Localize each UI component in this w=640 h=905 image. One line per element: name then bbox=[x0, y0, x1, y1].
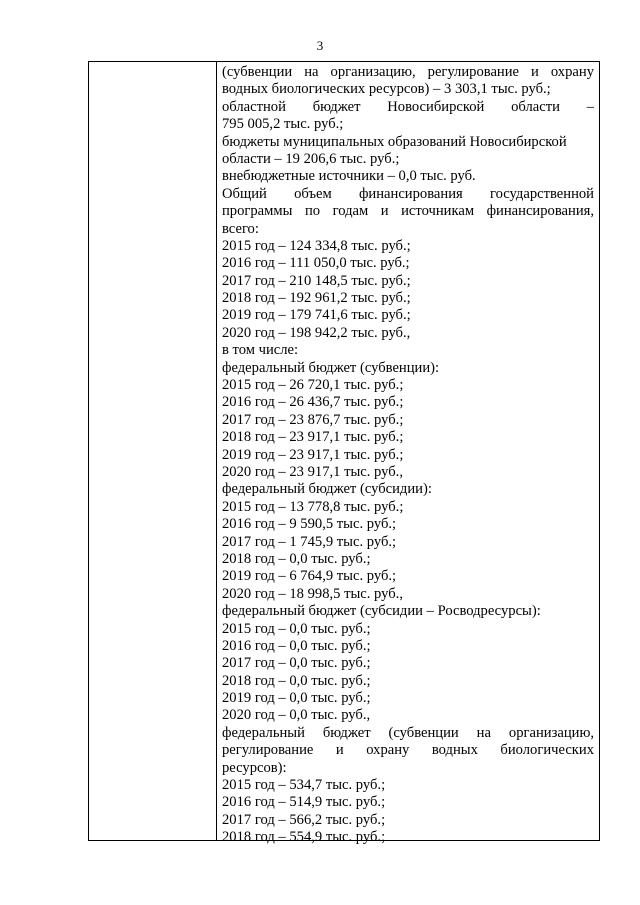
text-line: (субвенции на организацию, регулирование и охрану bbox=[222, 64, 594, 80]
text-line: области – 19 206,6 тыс. руб.; bbox=[222, 150, 400, 167]
text-line: 2017 год – 210 148,5 тыс. руб.; bbox=[222, 272, 411, 289]
text-line: 2015 год – 534,7 тыс. руб.; bbox=[222, 777, 386, 794]
text-line: программы по годам и источникам финансирования, bbox=[222, 203, 594, 220]
text-line: 2020 год – 198 942,2 тыс. руб., bbox=[222, 324, 411, 341]
text-line: 795 005,2 тыс. руб.; bbox=[222, 116, 344, 133]
text-line: Общий объем финансирования государственной bbox=[222, 185, 594, 202]
text-line: федеральный бюджет (субвенции): bbox=[222, 359, 440, 376]
text-line: 2016 год – 0,0 тыс. руб.; bbox=[222, 637, 371, 654]
text-line: 2017 год – 23 876,7 тыс. руб.; bbox=[222, 411, 404, 428]
text-line: 2016 год – 111 050,0 тыс. руб.; bbox=[222, 255, 410, 272]
financing-text-cell bbox=[222, 64, 594, 847]
text-line: 2018 год – 192 961,2 тыс. руб.; bbox=[222, 290, 411, 307]
text-line: в том числе: bbox=[222, 342, 299, 359]
text-line: 2020 год – 18 998,5 тыс. руб., bbox=[222, 585, 403, 602]
text-line: 2017 год – 1 745,9 тыс. руб.; bbox=[222, 533, 397, 550]
text-line: 2015 год – 124 334,8 тыс. руб.; bbox=[222, 237, 411, 254]
text-line: 2018 год – 23 917,1 тыс. руб.; bbox=[222, 429, 404, 446]
text-line: областной бюджет Новосибирской области – bbox=[222, 98, 594, 115]
text-line: 2016 год – 26 436,7 тыс. руб.; bbox=[222, 394, 404, 411]
text-line: федеральный бюджет (субсидии – Росводресурсы): bbox=[222, 603, 541, 620]
text-line: федеральный бюджет (субвенции на организацию, bbox=[222, 724, 594, 741]
text-line: 2018 год – 0,0 тыс. руб.; bbox=[222, 672, 371, 689]
text-line: 2018 год – 554,9 тыс. руб.; bbox=[222, 829, 386, 846]
text-line: 2019 год – 179 741,6 тыс. руб.; bbox=[222, 307, 411, 324]
text-line: всего: bbox=[222, 220, 259, 237]
financing-table bbox=[88, 61, 600, 846]
text-line: 2019 год – 6 764,9 тыс. руб.; bbox=[222, 568, 397, 585]
text-line: ресурсов): bbox=[222, 759, 287, 776]
page-number: 3 bbox=[316, 38, 324, 53]
text-line: 2015 год – 0,0 тыс. руб.; bbox=[222, 620, 371, 637]
text-line: внебюджетные источники – 0,0 тыс. руб. bbox=[222, 168, 476, 185]
text-line: 2019 год – 23 917,1 тыс. руб.; bbox=[222, 446, 404, 463]
text-line: 2016 год – 9 590,5 тыс. руб.; bbox=[222, 516, 397, 533]
text-line: 2015 год – 26 720,1 тыс. руб.; bbox=[222, 377, 404, 394]
text-line: 2020 год – 0,0 тыс. руб., bbox=[222, 707, 371, 724]
text-line: 2015 год – 13 778,8 тыс. руб.; bbox=[222, 498, 404, 515]
text-line: 2017 год – 0,0 тыс. руб.; bbox=[222, 655, 371, 672]
text-line: федеральный бюджет (субсидии): bbox=[222, 481, 432, 498]
text-line: 2019 год – 0,0 тыс. руб.; bbox=[222, 690, 371, 707]
text-line: регулирование и охрану водных биологических bbox=[222, 742, 594, 759]
text-line: водных биологических ресурсов) – 3 303,1 тыс. руб.; bbox=[222, 81, 551, 98]
text-line: 2017 год – 566,2 тыс. руб.; bbox=[222, 811, 386, 828]
text-line: 2016 год – 514,9 тыс. руб.; bbox=[222, 794, 386, 811]
column-divider bbox=[216, 62, 217, 840]
text-line: бюджеты муниципальных образований Новосибирской bbox=[222, 133, 567, 150]
text-line: 2020 год – 23 917,1 тыс. руб., bbox=[222, 463, 403, 480]
text-line: 2018 год – 0,0 тыс. руб.; bbox=[222, 550, 371, 567]
